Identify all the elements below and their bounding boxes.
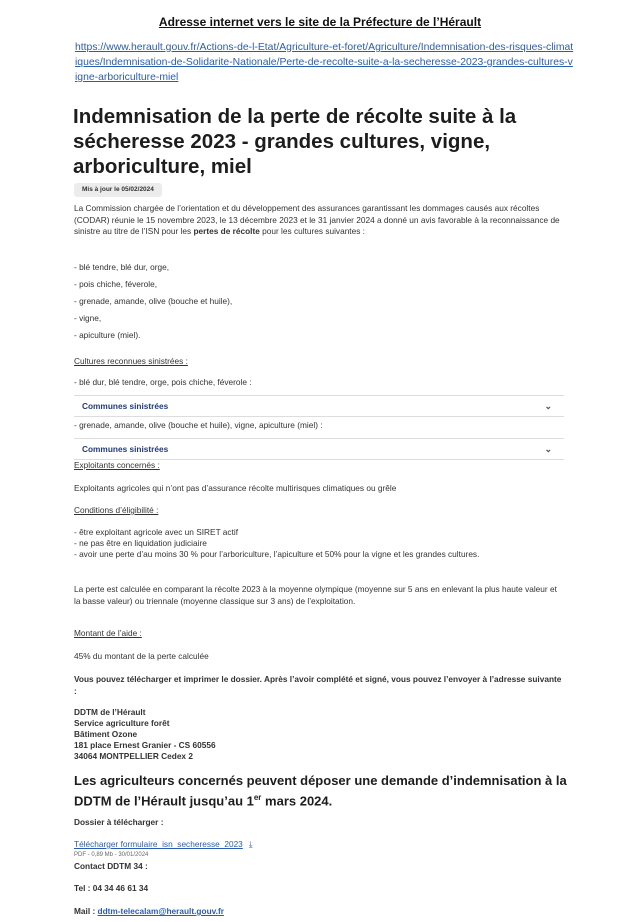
mail-link[interactable]: ddtm-telecalam@herault.gouv.fr	[97, 906, 224, 916]
intro-paragraph	[74, 203, 564, 238]
contact-phone: Tel : 04 34 46 61 34	[74, 883, 149, 893]
address-line: 34064 MONTPELLIER Cedex 2	[74, 751, 193, 761]
amount-text: 45% du montant de la perte calculée	[74, 651, 209, 661]
crop-item: - pois chiche, féverole,	[74, 279, 158, 289]
group2-label: - grenade, amande, olive (bouche et huile), vigne, apiculture (miel) :	[74, 420, 323, 430]
update-badge: Mis à jour le 05/02/2024	[74, 183, 162, 197]
chevron-down-icon: ⌄	[544, 401, 552, 411]
farmers-text: Exploitants agricoles qui n’ont pas d’assurance récolte multirisques climatiques ou grêle	[74, 483, 397, 493]
conditions-heading: Conditions d’éligibilité :	[74, 505, 159, 515]
address-line: Service agriculture forêt	[74, 718, 170, 728]
download-label: Télécharger formulaire_isn_secheresse_2023	[74, 839, 243, 849]
chevron-down-icon: ⌄	[544, 444, 552, 454]
recognized-heading: Cultures reconnues sinistrées :	[74, 356, 188, 366]
accordion-communes-2[interactable]	[74, 438, 564, 460]
group1-label: - blé dur, blé tendre, orge, pois chiche, féverole :	[74, 377, 252, 387]
address-line: Bâtiment Ozone	[74, 729, 138, 739]
condition-item: - ne pas être en liquidation judiciaire	[74, 538, 207, 548]
download-icon: ⤓	[248, 839, 253, 849]
amount-heading: Montant de l’aide :	[74, 628, 142, 638]
address-line: DDTM de l’Hérault	[74, 707, 146, 717]
intro-text-bold: pertes de récolte	[193, 226, 260, 236]
crop-item: - vigne,	[74, 313, 102, 323]
page-title: Indemnisation de la perte de récolte suite à la sécheresse 2023 - grandes cultures, vigne, arboriculture, miel	[73, 105, 517, 178]
deadline-callout	[74, 772, 574, 809]
download-form-link[interactable]	[74, 839, 252, 850]
accordion-communes-1[interactable]	[74, 395, 564, 417]
condition-item: - être exploitant agricole avec un SIRET actif	[74, 527, 239, 537]
calculation-text: La perte est calculée en comparant la récolte 2023 à la moyenne olympique (moyenne sur 5 ans en enlevant la plus haute valeur et la basse valeur) ou triennale (moyenne classique sur 3 ans) de l’exploitation.	[74, 584, 557, 606]
address-line: 181 place Ernest Granier - CS 60556	[74, 740, 216, 750]
header-title: Adresse internet vers le site de la Préfecture de l’Hérault	[158, 15, 482, 29]
crop-item: - blé tendre, blé dur, orge,	[74, 262, 170, 272]
mail-label: Mail :	[74, 906, 98, 916]
callout-text-a: Les agriculteurs concernés peuvent déposer une demande d’indemnisation à la DDTM de l’Hérault jusqu’au 1	[74, 773, 567, 809]
send-instructions: Vous pouvez télécharger et imprimer le dossier. Après l’avoir complété et signé, vous pouvez l’envoyer à l’adresse suivante :	[74, 674, 562, 696]
condition-item: - avoir une perte d’au moins 30 % pour l’arboriculture, l’apiculture et 50% pour la vigne et les grandes cultures.	[74, 549, 480, 559]
source-url-link[interactable]: https://www.herault.gouv.fr/Actions-de-l-Etat/Agriculture-et-foret/Agriculture/Indemnisation-des-risques-climatiques/Indemnisation-de-Solidarite-Nationale/Perte-de-recolte-suite-a-la-secheresse-2023-grandes-cultures-vigne-arboriculture-miel	[75, 42, 574, 83]
accordion-label: Communes sinistrées	[82, 401, 169, 411]
intro-text-a: La Commission chargée de l’orientation et du développement des assurances garantissant les dommages causés aux récoltes (CODAR) réunie le 15 novembre 2023, le 13 décembre 2023 et le 31 janvier 2024 a donné un avis favorable à la reconnaissance de sinistre au titre de l’ISN pour les	[74, 203, 560, 236]
intro-text-b: pour les cultures suivantes :	[259, 226, 365, 236]
crop-item: - grenade, amande, olive (bouche et huile),	[74, 296, 233, 306]
contact-label: Contact DDTM 34 :	[74, 861, 148, 871]
dossier-label: Dossier à télécharger :	[74, 817, 164, 827]
callout-sup: er	[253, 793, 262, 802]
farmers-heading: Exploitants concernés :	[74, 460, 160, 470]
file-meta: PDF - 0,89 Mb - 30/01/2024	[74, 852, 149, 858]
contact-mail	[74, 906, 564, 918]
callout-text-b: mars 2024.	[261, 793, 333, 809]
crop-item: - apiculture (miel).	[74, 330, 141, 340]
accordion-label: Communes sinistrées	[82, 444, 169, 454]
